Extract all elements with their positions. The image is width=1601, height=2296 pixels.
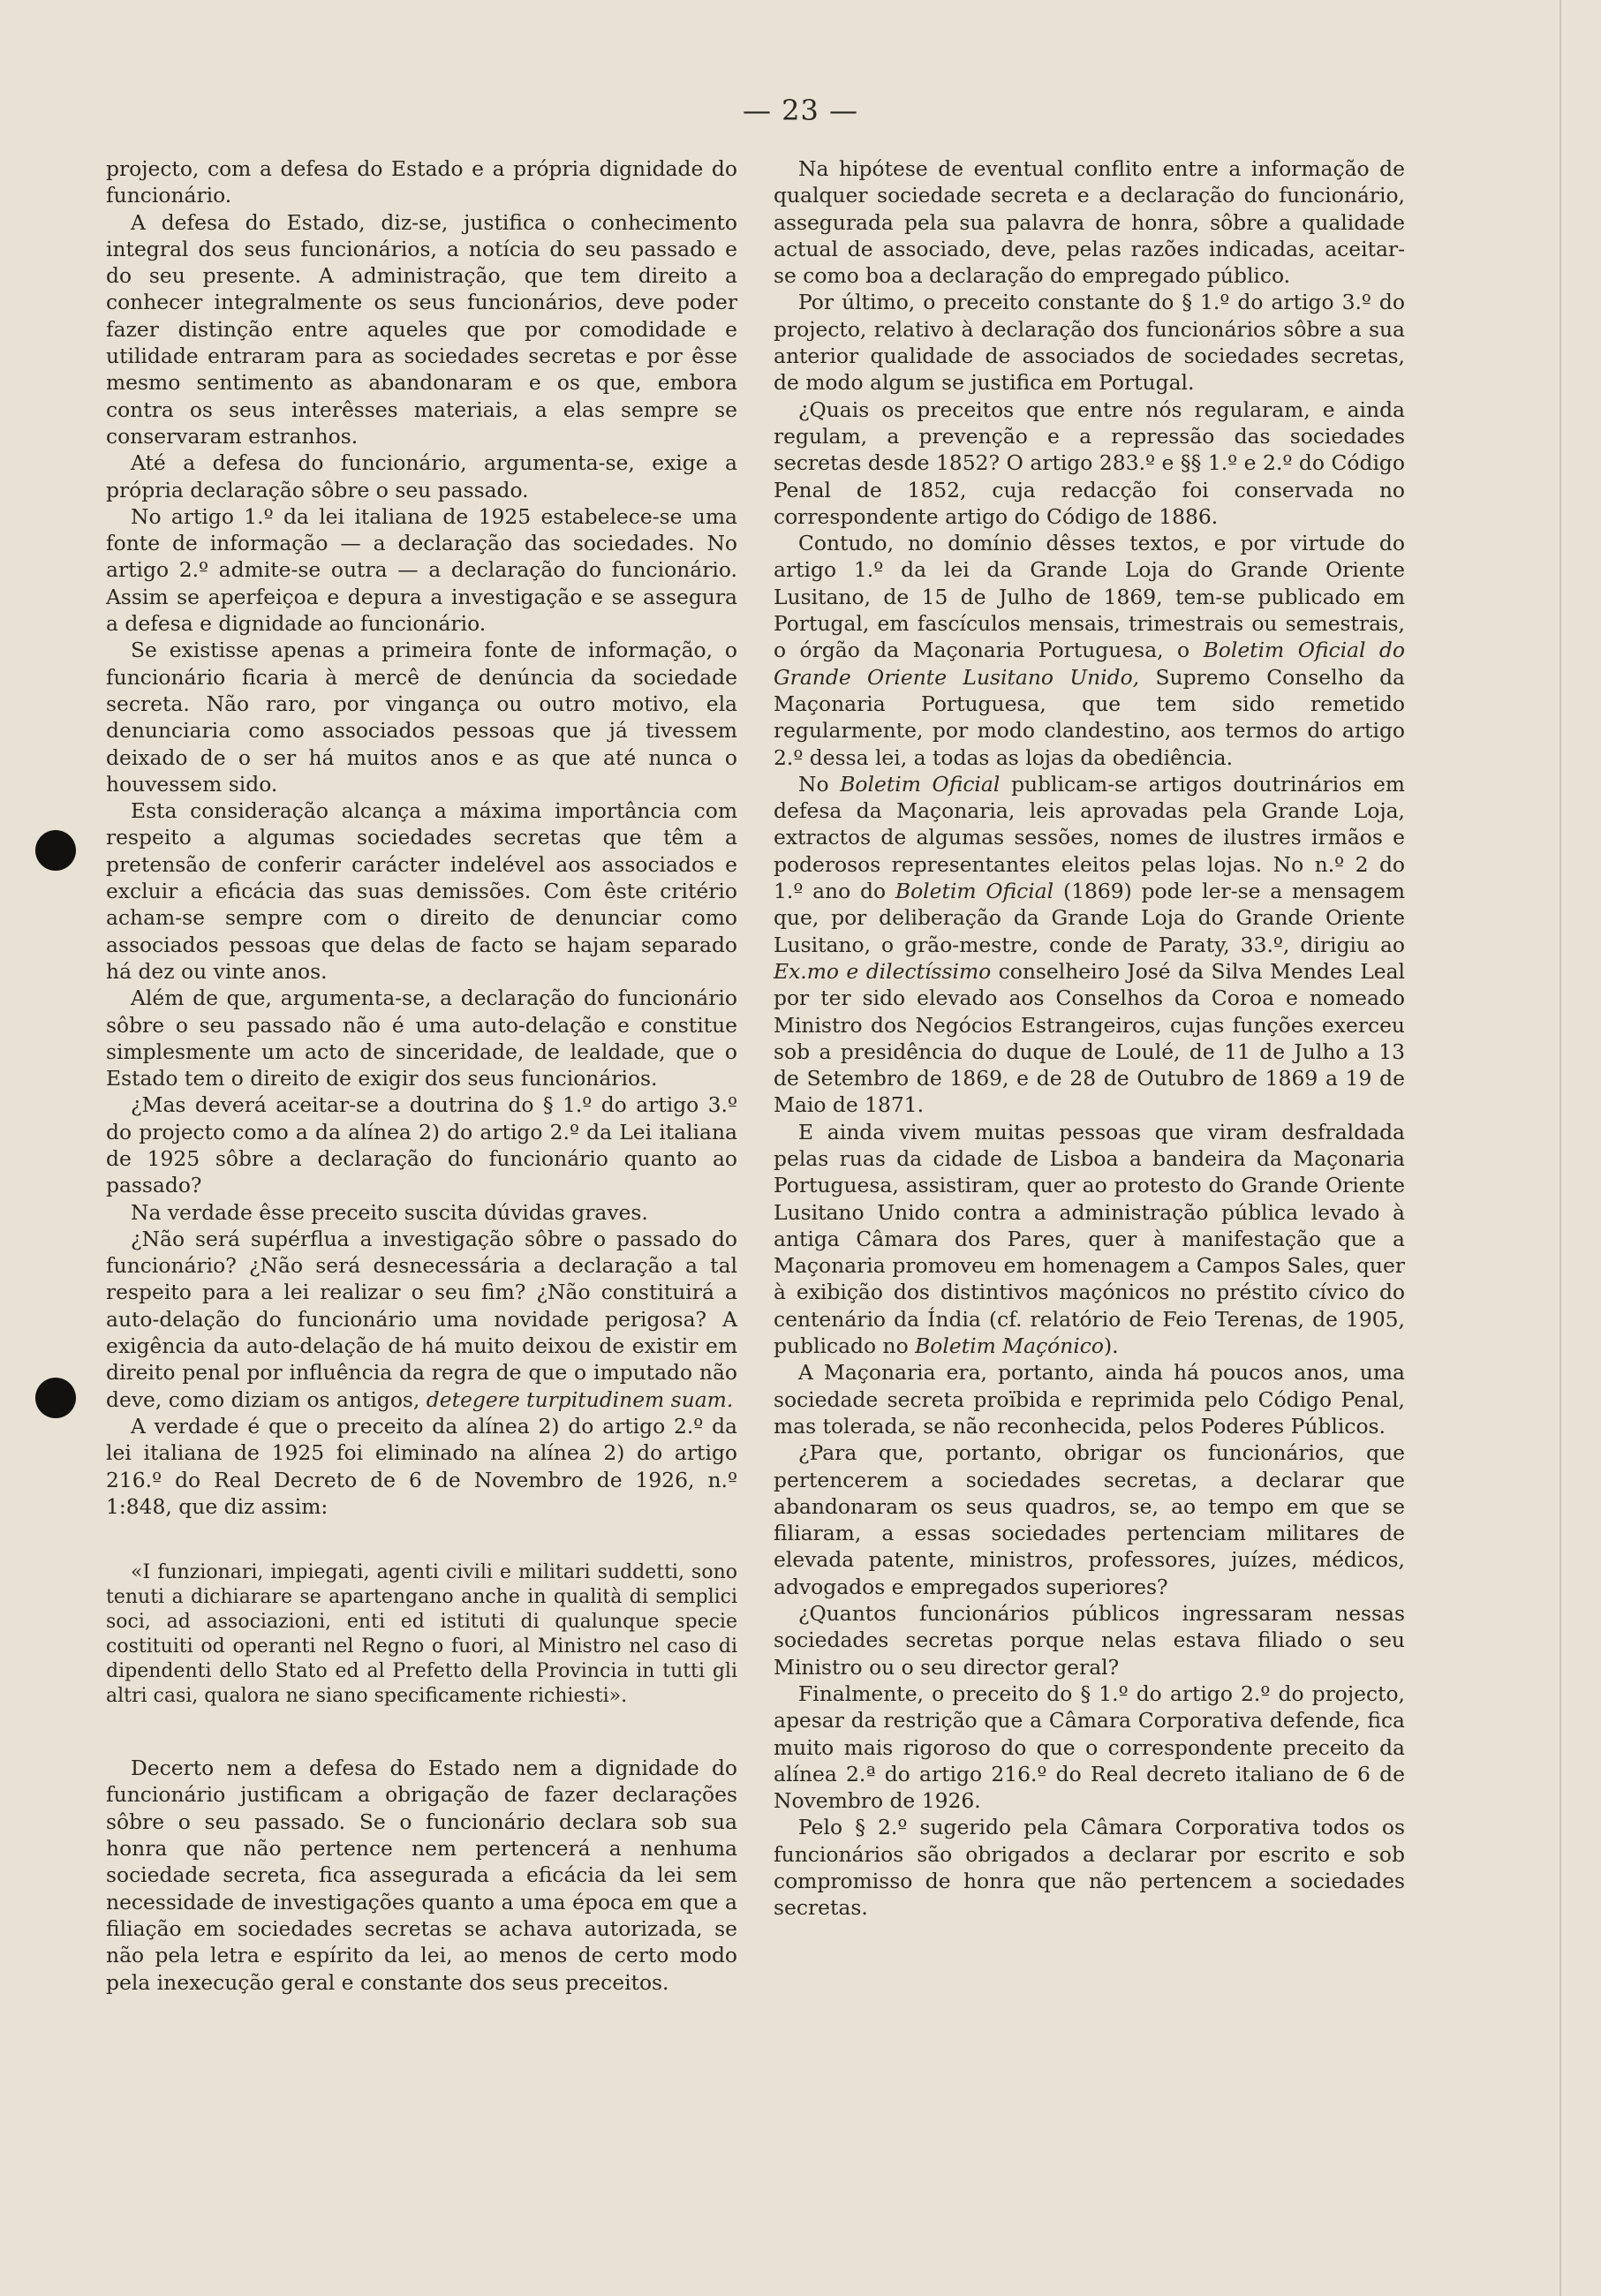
paragraph: Esta consideração alcança a máxima importância com respeito a algumas sociedades secretas que têm a pretensão de conferir carácter indelével aos associados e excluir a eficácia das suas demissões. Com êste critério acham-se sempre com o direito de denunciar como associados pessoas que delas de facto se hajam separado há dez ou vinte anos. [106,798,737,984]
left-column [106,155,737,1996]
paragraph-text: ¿Não será supérflua a investigação sôbre o passado do funcionário? ¿Não será desnecessária a declaração a tal respeito para a lei realizar o seu fim? ¿Não constituirá a auto-delação do funcionário uma novidade perigosa? A exigência da auto-delação de há muito deixou de existir em direito penal por influência da regra de que o imputado não deve, como diziam os antigos, [106,1226,737,1412]
publication-title: Boletim Oficial [895,879,1054,904]
paragraph: A Maçonaria era, portanto, ainda há poucos anos, uma sociedade secreta proïbida e reprimida pelo Código Penal, mas tolerada, se não reconhecida, pelos Poderes Públicos. [774,1360,1405,1439]
paragraph-text: (1869) pode ler-se a mensagem que, por deliberação da Grande Loja do Grande Oriente Lusitano, o grão-mestre, conde de Paraty, 33.º, dirigiu ao [774,879,1406,957]
paragraph: Na verdade êsse preceito suscita dúvidas graves. [131,1199,648,1225]
paragraph: Por último, o preceito constante do § 1.º do artigo 3.º do projecto, relativo à declaração dos funcionários sôbre a sua anterior qualidade de associados de sociedades secretas, de modo algum se justifica em Portugal. [774,290,1405,396]
paragraph [774,771,1405,1119]
page-crease [1559,0,1561,2296]
punch-hole-bottom [35,1378,76,1418]
publication-title: Boletim Oficial do Grande Oriente Lusitano Unido, [774,638,1405,690]
paragraph [774,530,1405,771]
paragraph: Se existisse apenas a primeira fonte de informação, o funcionário ficaria à mercê de denúncia da sociedade secreta. Não raro, por vingança ou outro motivo, ela denunciaria como associados pessoas que já tivessem deixado de o ser há muitos anos e as que até nunca o houvessem sido. [106,638,737,797]
paragraph [106,1226,737,1413]
paragraph-text: Contudo, no domínio dêsses textos, e por virtude do artigo 1.º da lei da Grande Loja do Grande Oriente Lusitano, de 15 de Julho de 1869, tem-se publicado em Portugal, em fascículos mensais, trimestrais ou semestrais, o órgão da Maçonaria Portuguesa, o [774,531,1405,663]
paragraph: ¿Quantos funcionários públicos ingressaram nessas sociedades secretas porque nelas estava filiado o seu Ministro ou o seu director geral? [774,1601,1405,1680]
publication-title: Boletim Maçónico [915,1333,1104,1359]
paragraph-text: No [798,771,829,797]
paragraph: Até a defesa do funcionário, argumenta-se, exige a própria declaração sôbre o seu passado. [106,450,737,502]
paragraph-text: E ainda vivem muitas pessoas que viram desfraldada pelas ruas da cidade de Lisboa a bandeira da Maçonaria Portuguesa, assistiram, quer ao protesto do Grande Oriente Lusitano Unido contra a administração pública levado à antiga Câmara dos Pares, quer à manifestação que a Maçonaria promoveu em homenagem a Campos Sales, quer à exibição dos distintivos maçónicos no préstito cívico do centenário da Índia (cf. relatório de Feio Terenas, de 1905, publicado no [774,1119,1405,1359]
paragraph: A defesa do Estado, diz-se, justifica o conhecimento integral dos seus funcionários, a notícia do seu passado e do seu presente. A administração, que tem direito a conhecer integralmente os seus funcionários, deve poder fazer distinção entre aqueles que por comodidade e utilidade entraram para as sociedades secretas e por êsse mesmo sentimento as abandonaram e os que, embora contra os seus interêsses materiais, a elas sempre se conservaram estranhos. [106,209,737,449]
paragraph: ¿Quais os preceitos que entre nós regularam, e ainda regulam, a prevenção e a repressão das sociedades secretas desde 1852? O artigo 283.º e §§ 1.º e 2.º do Código Penal de 1852, cuja redacção foi conservada no correspondente artigo do Código de 1886. [774,397,1405,529]
paragraph: projecto, com a defesa do Estado e a própria dignidade do funcionário. [106,156,737,208]
punch-hole-top [35,830,76,871]
paragraph-text: Supremo Conselho da Maçonaria Portuguesa, que tem sido remetido regularmente, por modo clandestino, aos termos do artigo 2.º dessa lei, a todas as lojas da obediência. [774,664,1406,770]
honorific: Ex.mo e dilectíssimo [774,958,992,984]
paragraph: ¿Para que, portanto, obrigar os funcionários, que pertencerem a sociedades secretas, a declarar que abandonaram os seus quadros, se, ao tempo em que se filiaram, a essas sociedades pertenciam militares de elevada patente, ministros, professores, juízes, médicos, advogados e empregados superiores? [774,1440,1405,1599]
publication-title: Boletim Oficial [840,771,1001,797]
paragraph: ¿Mas deverá aceitar-se a doutrina do § 1.º do artigo 3.º do projecto como a da alínea 2) do artigo 2.º da Lei italiana de 1925 sôbre a declaração do funcionário quanto ao passado? [106,1092,737,1198]
paragraph-text: ). [1104,1333,1119,1359]
paragraph-text: publicam-se artigos doutrinários em defesa da Maçonaria, leis aprovadas pela Grande Loja, extractos de algumas sessões, nomes de ilustres irmãos e poderosos representantes eleitos pelas lojas. No n.º 2 do 1.º ano do [774,771,1405,904]
right-column [774,155,1405,1922]
paragraph: Além de que, argumenta-se, a declaração do funcionário sôbre o seu passado não é uma auto-delação e constitue simplesmente um acto de sinceridade, de lealdade, que o Estado tem o direito de exigir dos seus funcionários. [106,986,737,1091]
paragraph: Na hipótese de eventual conflito entre a informação de qualquer sociedade secreta e a declaração do funcionário, assegurada pela sua palavra de honra, sôbre a qualidade actual de associado, deve, pelas razões indicadas, aceitar-se como boa a declaração do empregado público. [774,156,1405,289]
paragraph: A verdade é que o preceito da alínea 2) do artigo 2.º da lei italiana de 1925 foi eliminado na alínea 2) do artigo 216.º do Real Decreto de 6 de Novembro de 1926, n.º 1:848, que diz assim: [106,1413,737,1519]
latin-phrase: detegere turpitudinem suam. [426,1386,734,1412]
paragraph: Decerto nem a defesa do Estado nem a dignidade do funcionário justificam a obrigação de fazer declarações sôbre o seu passado. Se o funcionário declara sob sua honra que não pertence nem pertencerá a nenhuma sociedade secreta, fica assegurada a eficácia da lei sem necessidade de investigações quanto a uma época em que a filiação em sociedades secretas se achava autorizada, se não pela letra e espírito da lei, ao menos de certo modo pela inexecução geral e constante dos seus preceitos. [106,1756,737,1995]
paragraph-text: conselheiro José da Silva Mendes Leal por ter sido elevado aos Conselhos da Coroa e nomeado Ministro dos Negócios Estrangeiros, cujas funções exerceu sob a presidência do duque de Loulé, de 11 de Julho a 13 de Setembro de 1869, e de 28 de Outubro de 1869 a 19 de Maio de 1871. [774,958,1405,1118]
paragraph: Finalmente, o preceito do § 1.º do artigo 2.º do projecto, apesar da restrição que a Câmara Corporativa defende, fica muito mais rigoroso do que o correspondente preceito da alínea 2.ª do artigo 216.º do Real decreto italiano de 6 de Novembro de 1926. [774,1680,1405,1814]
paragraph [774,1119,1405,1360]
paragraph: No artigo 1.º da lei italiana de 1925 estabelece-se uma fonte de informação — a declaração das sociedades. No artigo 2.º admite-se outra — a declaração do funcionário. Assim se aperfeiçoa e depura a investigação e se assegura a defesa e dignidade ao funcionário. [106,503,737,637]
italian-quotation: «I funzionari, impiegati, agenti civili e militari suddetti, sono tenuti a dichiarare se apartengano anche in qualità di semplici soci, ad associazioni, enti ed istituti di qualunque specie costituiti od operanti nel Regno o fuori, al Ministro nel caso di dipendenti dello Stato ed al Prefetto della Provincia in tutti gli altri casi, qualora ne siano specificamente richiesti». [106,1561,737,1708]
page-number: — 23 — [742,94,859,127]
paragraph: Pelo § 2.º sugerido pela Câmara Corporativa todos os funcionários são obrigados a declarar por escrito e sob compromisso de honra que não pertencem a sociedades secretas. [774,1815,1405,1921]
